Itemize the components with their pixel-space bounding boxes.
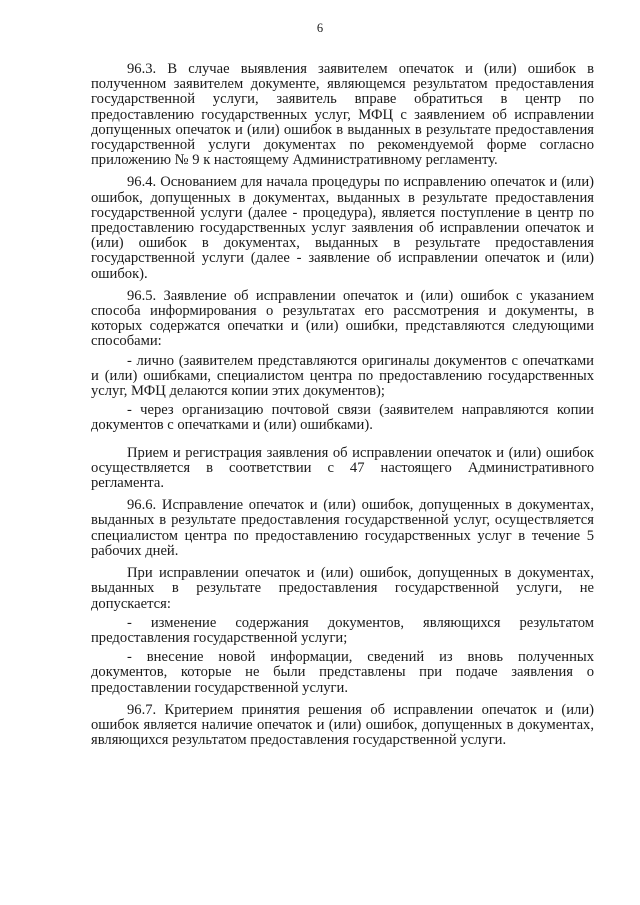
list-item: - изменение содержания документов, являющихся результатом предоставления государственной услуги; bbox=[91, 614, 594, 646]
paragraph-96-6: 96.6. Исправление опечаток и (или) ошибок, допущенных в документах, выданных в результате предоставления государственной услуг, осуществляется специалистом центра по предоставлению государственных услуг в течение 5 рабочих дней. bbox=[91, 497, 594, 559]
list-item: - через организацию почтовой связи (заявителем направляются копии документов с опечатками и (или) ошибками). bbox=[91, 402, 594, 434]
list-item: - внесение новой информации, сведений из вновь полученных документов, которые не были представлены при подаче заявления о предоставлении государственной услуги. bbox=[91, 649, 594, 696]
paragraph-96-4: 96.4. Основанием для начала процедуры по исправлению опечаток и (или) ошибок, допущенных в документах, выданных в результате предоставления государственной услуги (далее - процедура), является поступление в центр по предоставлению государственных услуг заявления об исправлении опечаток и (или) ошибок в документах, выданных в результате предоставления государственной услуги (далее - заявление об исправлении опечаток и (или) ошибок). bbox=[91, 174, 594, 282]
page-number: 6 bbox=[316, 21, 324, 35]
paragraph-96-5-registration: Прием и регистрация заявления об исправлении опечаток и (или) ошибок осуществляется в соответствии с 47 настоящего Административного регламента. bbox=[91, 444, 594, 492]
paragraph-96-3: 96.3. В случае выявления заявителем опечаток и (или) ошибок в полученном заявителем документе, являющемся результатом предоставления государственной услуги, заявитель вправе обратиться в центр по предоставлению государственных услуг, МФЦ с заявлением об исправлении допущенных опечаток и (или) ошибок в выданных в результате предоставления государственной услуги документах по рекомендуемой форме согласно приложению № 9 к настоящему Административному регламенту. bbox=[91, 61, 594, 169]
paragraph-96-7: 96.7. Критерием принятия решения об исправлении опечаток и (или) ошибок является наличие опечаток и (или) ошибок, допущенных в документах, являющихся результатом предоставления государственной услуги. bbox=[91, 701, 594, 749]
paragraph-96-5: 96.5. Заявление об исправлении опечаток и (или) ошибок с указанием способа информирования о результатах его рассмотрения и документы, в которых содержатся опечатки и (или) ошибки, представляются следующими способами: bbox=[91, 287, 594, 350]
document-body bbox=[91, 62, 594, 748]
restrictions-list bbox=[91, 616, 594, 696]
paragraph-96-6-restrictions: При исправлении опечаток и (или) ошибок, допущенных в документах, выданных в результате предоставления государственной услуги, не допускается: bbox=[91, 565, 594, 612]
list-item: - лично (заявителем представляются оригиналы документов с опечатками и (или) ошибками, специалистом центра по предоставлению государственных услуг, МФЦ делаются копии этих документов); bbox=[91, 352, 594, 400]
submission-methods-list bbox=[91, 354, 594, 434]
